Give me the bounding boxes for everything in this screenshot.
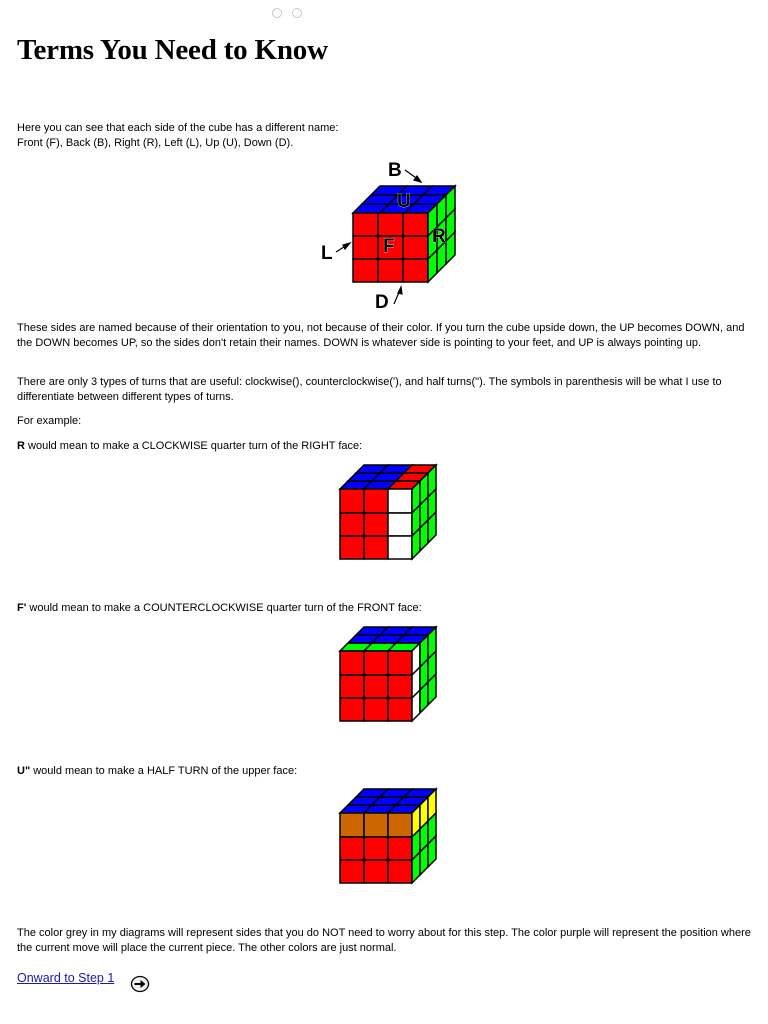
- label-front: F: [383, 236, 395, 257]
- notation-f-prime: F': [17, 602, 27, 614]
- for-example-text: For example:: [17, 415, 82, 427]
- example-u-double-description: would mean to make a HALF TURN of the upper face:: [30, 765, 298, 777]
- example-u-double-text: [17, 764, 759, 779]
- label-up: U: [397, 191, 411, 212]
- label-right: R: [432, 226, 446, 247]
- cube-u-double-turn-diagram: [336, 786, 442, 886]
- page-dot: [292, 8, 302, 18]
- intro-line-2: Front (F), Back (B), Right (R), Left (L), Up (U), Down (D).: [17, 136, 294, 149]
- orientation-paragraph: These sides are named because of their orientation to you, not because of their color. If you turn the cube upside down, the UP becomes DOWN, and the DOWN becomes UP, so the sides don't retain their names. DOWN is whatever side is pointing to your feet, and UP is always pointing up.: [17, 322, 745, 349]
- next-step-link[interactable]: Onward to Step 1: [17, 971, 115, 985]
- page-dot: [272, 8, 282, 18]
- cube-r-turn-diagram: [336, 462, 442, 562]
- notation-r: R: [17, 440, 25, 452]
- example-r-text: [17, 439, 759, 454]
- example-f-prime-text: [17, 601, 759, 616]
- cube-f-prime-turn-diagram: [336, 624, 442, 724]
- notation-u-double: U": [17, 765, 31, 777]
- label-left: L: [321, 243, 333, 264]
- intro-line-1: Here you can see that each side of the cube has a different name:: [17, 122, 339, 134]
- labeled-cube-diagram: [310, 152, 470, 312]
- next-arrow-icon[interactable]: [130, 975, 150, 993]
- label-back: B: [388, 160, 402, 181]
- page-indicator: [272, 5, 312, 23]
- example-f-prime-description: would mean to make a COUNTERCLOCKWISE quarter turn of the FRONT face:: [26, 602, 422, 614]
- intro-text: [17, 121, 759, 150]
- turn-types-paragraph: There are only 3 types of turns that are useful: clockwise(), counterclockwise('), and half turns("). The symbols in parenthesis will be what I use to differentiate between different types of turns.: [17, 376, 722, 403]
- page-title: Terms You Need to Know: [17, 34, 328, 66]
- example-r-description: would mean to make a CLOCKWISE quarter turn of the RIGHT face:: [24, 440, 363, 452]
- color-legend-note: The color grey in my diagrams will represent sides that you do NOT need to worry about for this step. The color purple will represent the position where the current move will place the current piece. The other colors are just normal.: [17, 927, 751, 954]
- label-down: D: [375, 292, 389, 312]
